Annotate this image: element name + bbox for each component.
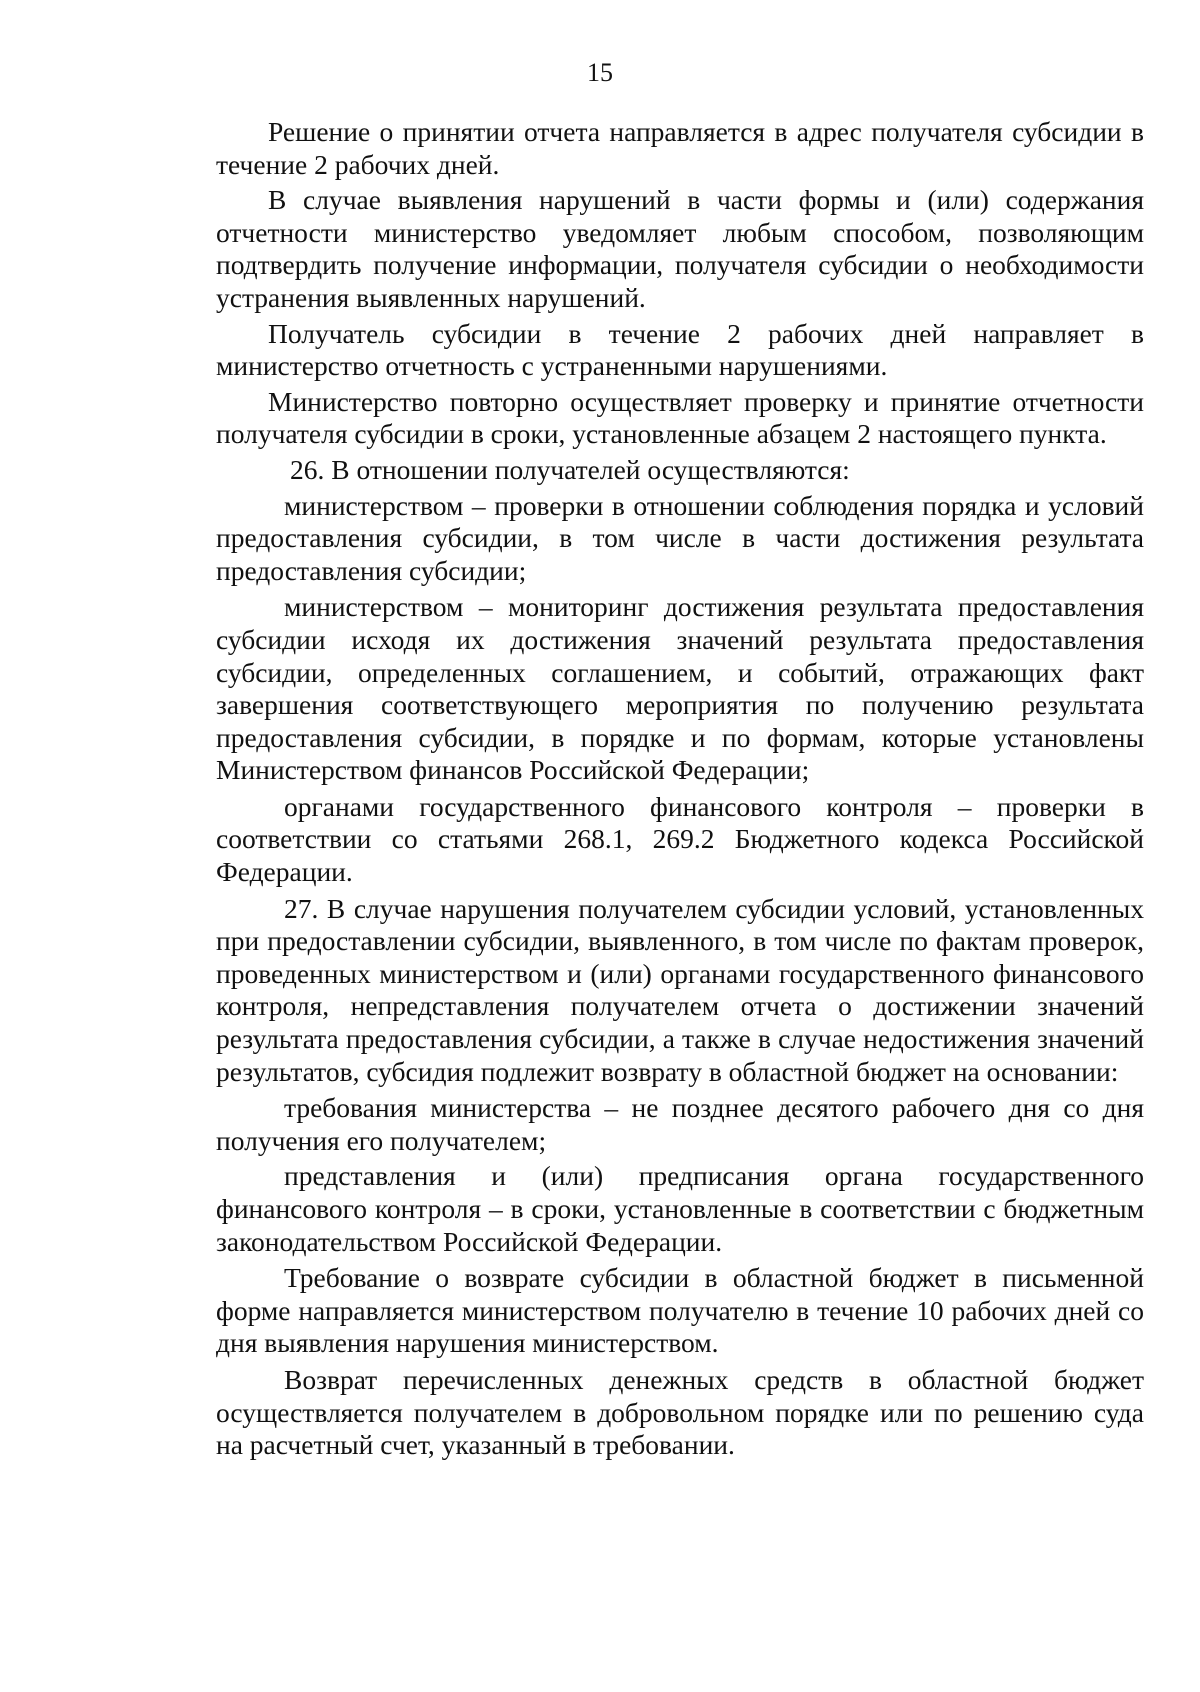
paragraph-report-decision: Решение о принятии отчета направляется в адрес получателя субсидии в течение 2 рабочих дней. [216, 116, 1144, 180]
paragraph-repeat-check: Министерство повторно осуществляет проверку и принятие отчетности получателя субсидии в сроки, установленные абзацем 2 настоящего пункта. [216, 385, 1144, 450]
paragraph-ministry-checks: министерством – проверки в отношении соблюдения порядка и условий предоставления субсидии, в том числе в части достижения результата предоставления субсидии; [216, 489, 1144, 586]
paragraph-item-27: 27. В случае нарушения получателем субсидии условий, установленных при предоставлении субсидии, выявленного, в том числе по фактам проверок, проведенных министерством и (или) органами государственного финансового контроля, непредставления получателем отчета о достижении значений результата предоставления субсидии, а также в случае недостижения значений результатов, субсидия подлежит возврату в областной бюджет на основании: [216, 892, 1144, 1087]
paragraph-return-demand: Требование о возврате субсидии в областной бюджет в письменной форме направляется министерством получателю в течение 10 рабочих дней со дня выявления нарушения министерством. [216, 1262, 1144, 1359]
paragraph-violations-notice: В случае выявления нарушений в части формы и (или) содержания отчетности министерство уведомляет любым способом, позволяющим подтвердить получение информации, получателя субсидии о необходимости устранения выявленных нарушений. [216, 184, 1144, 313]
document-body [216, 116, 1144, 1465]
paragraph-funds-return: Возврат перечисленных денежных средств в областной бюджет осуществляется получателем в добровольном порядке или по решению суда на расчетный счет, указанный в требовании. [216, 1363, 1144, 1461]
paragraph-ministry-demand: требования министерства – не позднее десятого рабочего дня со дня получения его получателем; [216, 1092, 1144, 1156]
paragraph-item-26: 26. В отношении получателей осуществляются: [290, 453, 850, 485]
paragraph-recipient-correction: Получатель субсидии в течение 2 рабочих дней направляет в министерство отчетность с устраненными нарушениями. [216, 317, 1144, 382]
paragraph-financial-control: органами государственного финансового контроля – проверки в соответствии со статьями 268.1, 269.2 Бюджетного кодекса Российской Федерации. [216, 790, 1144, 888]
paragraph-ministry-monitoring: министерством – мониторинг достижения результата предоставления субсидии исходя их достижения значений результата предоставления субсидии, определенных соглашением, и событий, отражающих факт завершения соответствующего мероприятия по получению результата предоставления субсидии, в порядке и по формам, которые установлены Министерством финансов Российской Федерации; [216, 591, 1144, 786]
paragraph-control-prescription: представления и (или) предписания органа государственного финансового контроля – в сроки, установленные в соответствии с бюджетным законодательством Российской Федерации. [216, 1160, 1144, 1257]
page-number: 15 [587, 58, 613, 87]
